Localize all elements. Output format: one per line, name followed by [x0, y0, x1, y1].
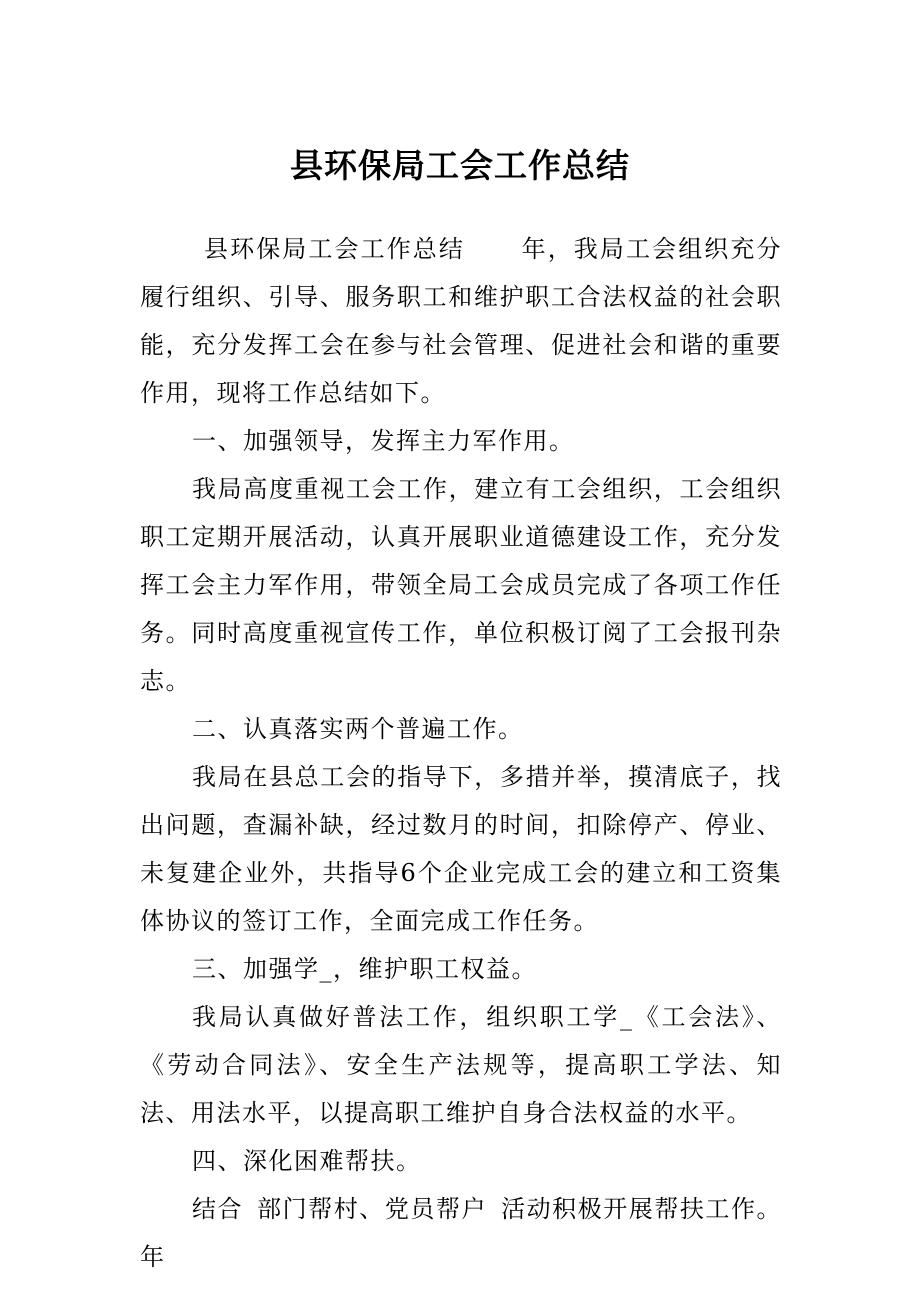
section-heading-3: 三、加强学_，维护职工权益。	[192, 955, 537, 983]
section-body-4	[140, 1185, 782, 1281]
section-body-4-part-3: 活动积极开展帮扶工作。年	[140, 1195, 783, 1271]
document-title: 县环保局工会工作总结	[290, 146, 630, 185]
section-body-3: 我局认真做好普法工作，组织职工学_《工会法》、《劳动合同法》、安全生产法规等，提高职工学法、知法、用法水平，以提高职工维护自身合法权益的水平。	[140, 1003, 782, 1127]
section-heading-1: 一、加强领导，发挥主力军作用。	[192, 427, 575, 455]
section-heading-4: 四、深化困难帮扶。	[192, 1147, 422, 1175]
document-body	[140, 225, 782, 1281]
section-body-4-part-1: 结合	[192, 1195, 244, 1223]
intro-paragraph	[140, 225, 782, 417]
section-body-2: 我局在县总工会的指导下，多措并举，摸清底子，找出问题，查漏补缺，经过数月的时间，扣除停产、停业、未复建企业外，共指导6个企业完成工会的建立和工资集体协议的签订工作，全面完成工作任务。	[140, 763, 782, 935]
section-body-4-part-2: 部门帮村、党员帮户	[257, 1195, 488, 1223]
intro-heading: 县环保局工会工作总结	[204, 235, 465, 263]
section-heading-2: 二、认真落实两个普遍工作。	[192, 715, 524, 743]
intro-text: 年，我局工会组织充分履行组织、引导、服务职工和维护职工合法权益的社会职能，充分发挥工会在参与社会管理、促进社会和谐的重要作用，现将工作总结如下。	[140, 235, 782, 407]
section-body-1: 我局高度重视工会工作，建立有工会组织，工会组织职工定期开展活动，认真开展职业道德建设工作，充分发挥工会主力军作用，带领全局工会成员完成了各项工作任务。同时高度重视宣传工作，单位积极订阅了工会报刊杂志。	[140, 475, 782, 695]
